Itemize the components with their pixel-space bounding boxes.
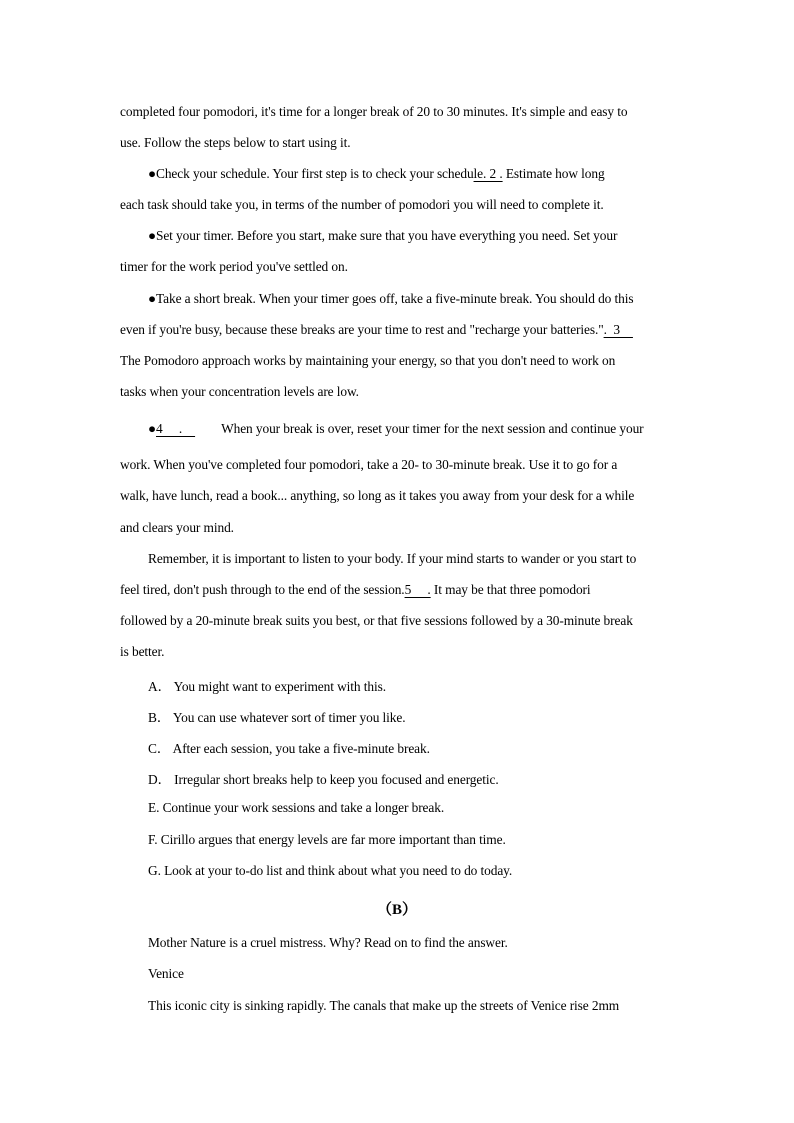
blank-2: le. 2 . — [473, 166, 503, 181]
paragraph-line — [120, 322, 675, 338]
text: It may be that three pomodori — [430, 582, 591, 597]
option-d: D． Irregular short breaks help to keep you focused and energetic. — [148, 772, 499, 787]
paragraph-line: Remember, it is important to listen to your body. If your mind starts to wander or you start to — [148, 551, 637, 566]
blank-3: . 3 — [603, 322, 633, 337]
section-heading: （B） — [376, 902, 417, 918]
paragraph-line: ●Set your timer. Before you start, make sure that you have everything you need. Set your — [148, 228, 618, 243]
paragraph-line: work. When you've completed four pomodori, take a 20- to 30-minute break. Use it to go for a — [120, 457, 618, 472]
option-a: A． You might want to experiment with this. — [148, 679, 386, 694]
option-b: B． You can use whatever sort of timer you like. — [148, 710, 406, 725]
text: When your break is over, reset your timer for the next session and continue your — [221, 421, 644, 436]
option-f: F. Cirillo argues that energy levels are far more important than time. — [148, 832, 506, 847]
text: feel tired, don't push through to the end of the session. — [120, 582, 405, 597]
paragraph-line: is better. — [120, 644, 165, 659]
paragraph-line — [148, 421, 675, 437]
option-c: C． After each session, you take a five-minute break. — [148, 741, 430, 756]
paragraph-line: ●Take a short break. When your timer goes off, take a five-minute break. You should do this — [148, 291, 634, 306]
option-e: E. Continue your work sessions and take a longer break. — [148, 800, 445, 815]
text: Estimate how long — [502, 166, 605, 181]
subheading: Venice — [148, 966, 184, 981]
blank-5: 5 . — [404, 582, 431, 597]
paragraph-line: completed four pomodori, it's time for a longer break of 20 to 30 minutes. It's simple and easy to — [120, 104, 628, 119]
paragraph-line: followed by a 20-minute break suits you best, or that five sessions followed by a 30-minute break — [120, 613, 633, 628]
paragraph-line: This iconic city is sinking rapidly. The canals that make up the streets of Venice rise 2mm — [148, 998, 620, 1013]
paragraph-line: Mother Nature is a cruel mistress. Why? Read on to find the answer. — [148, 935, 508, 950]
paragraph-line: timer for the work period you've settled on. — [120, 259, 348, 274]
paragraph-line: The Pomodoro approach works by maintaining your energy, so that you don't need to work on — [120, 353, 616, 368]
bullet: ● — [148, 421, 156, 436]
paragraph-line — [148, 166, 675, 182]
option-g: G. Look at your to-do list and think about what you need to do today. — [148, 863, 513, 878]
paragraph-line: each task should take you, in terms of the number of pomodori you will need to complete it. — [120, 197, 604, 212]
paragraph-line: and clears your mind. — [120, 520, 234, 535]
text: ●Check your schedule. Your first step is to check your schedu — [148, 166, 474, 181]
text: even if you're busy, because these breaks are your time to rest and "recharge your batteries." — [120, 322, 604, 337]
blank-4: 4 . — [156, 421, 196, 436]
paragraph-line — [120, 582, 675, 598]
paragraph-line: use. Follow the steps below to start using it. — [120, 135, 351, 150]
paragraph-line: tasks when your concentration levels are low. — [120, 384, 359, 399]
paragraph-line: walk, have lunch, read a book... anything, so long as it takes you away from your desk for a while — [120, 488, 635, 503]
